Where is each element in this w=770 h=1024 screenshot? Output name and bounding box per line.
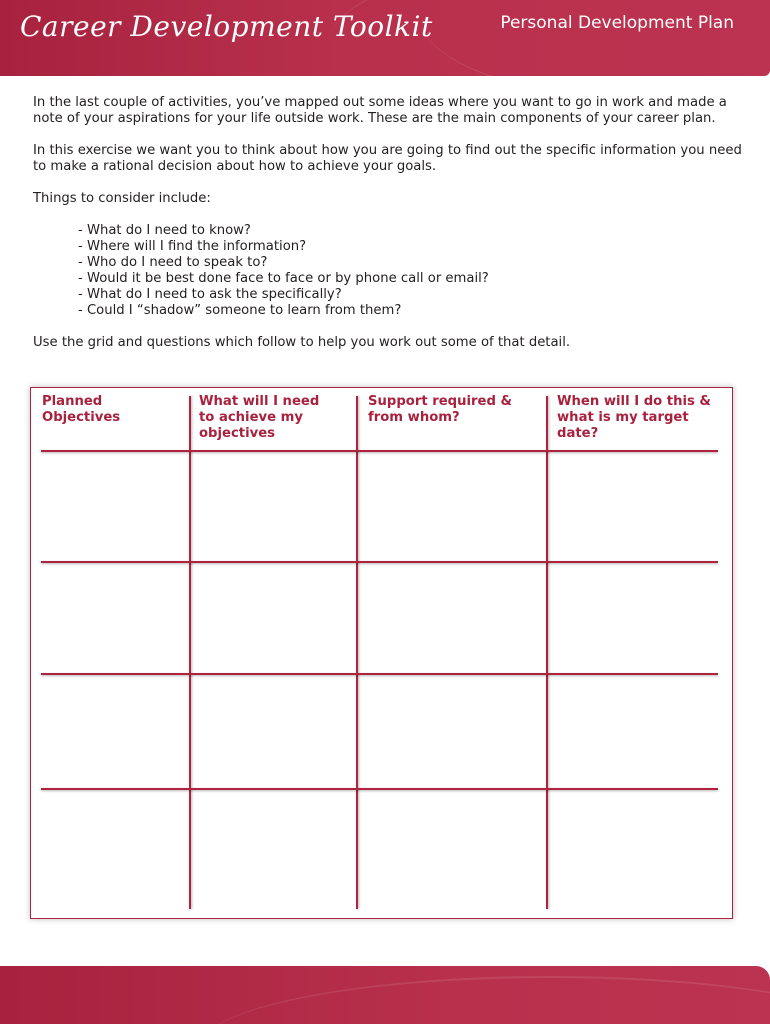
list-item: - Who do I need to speak to? [78,255,268,270]
grid-row-divider [41,673,718,675]
grid-row-divider [41,450,718,452]
grid-cell-input[interactable] [360,565,544,671]
grid-cell-input[interactable] [360,792,544,907]
header-swoosh-decoration [420,0,770,76]
grid-cell-input[interactable] [41,677,187,786]
grid-cell-input[interactable] [193,454,354,559]
footer-swoosh-decoration [200,976,770,1024]
consider-label: Things to consider include: [33,191,211,206]
list-item: - Where will I find the information? [78,239,307,254]
grid-cell-input[interactable] [550,792,718,907]
grid-cell-input[interactable] [550,454,718,559]
column-header-what-needed: What will I need to achieve my objectives [199,394,320,441]
footer-banner [0,966,770,1024]
grid-cell-input[interactable] [360,454,544,559]
grid-cell-input[interactable] [193,792,354,907]
grid-instruction: Use the grid and questions which follow to help you work out some of that detail. [33,335,571,350]
intro-section [33,95,743,367]
header-banner [0,0,770,76]
grid-column-divider [356,396,358,909]
grid-cell-input[interactable] [193,565,354,671]
column-header-support-required: Support required & from whom? [368,394,513,425]
list-item: - What do I need to know? [78,223,251,238]
grid-cell-input[interactable] [41,792,187,907]
grid-row-divider [41,788,718,790]
grid-cell-input[interactable] [193,677,354,786]
column-header-target-date: When will I do this & what is my target date? [557,394,711,441]
plan-title: Personal Development Plan [500,13,734,33]
list-item: - Could I “shadow” someone to learn from them? [78,303,402,318]
grid-cell-input[interactable] [41,454,187,559]
grid-cell-input[interactable] [550,677,718,786]
list-item: - What do I need to ask the specifically? [78,287,342,302]
grid-cell-input[interactable] [550,565,718,671]
planning-grid [30,387,733,919]
intro-paragraph-2: In this exercise we want you to think about how you are going to find out the specific information you need to make a rational decision about how to achieve your goals. [33,143,742,174]
grid-row-divider [41,561,718,563]
grid-cell-input[interactable] [360,677,544,786]
grid-cell-input[interactable] [41,565,187,671]
grid-column-divider [189,396,191,909]
toolkit-title: Career Development Toolkit [20,10,433,43]
intro-paragraph-1: In the last couple of activities, you’ve mapped out some ideas where you want to go in work and made a note of your aspirations for your life outside work. These are the main components of your career plan. [33,95,727,126]
considerations-list [33,223,743,319]
list-item: - Would it be best done face to face or by phone call or email? [78,271,489,286]
column-header-planned-objectives: Planned Objectives [42,394,121,425]
grid-column-divider [546,396,548,909]
